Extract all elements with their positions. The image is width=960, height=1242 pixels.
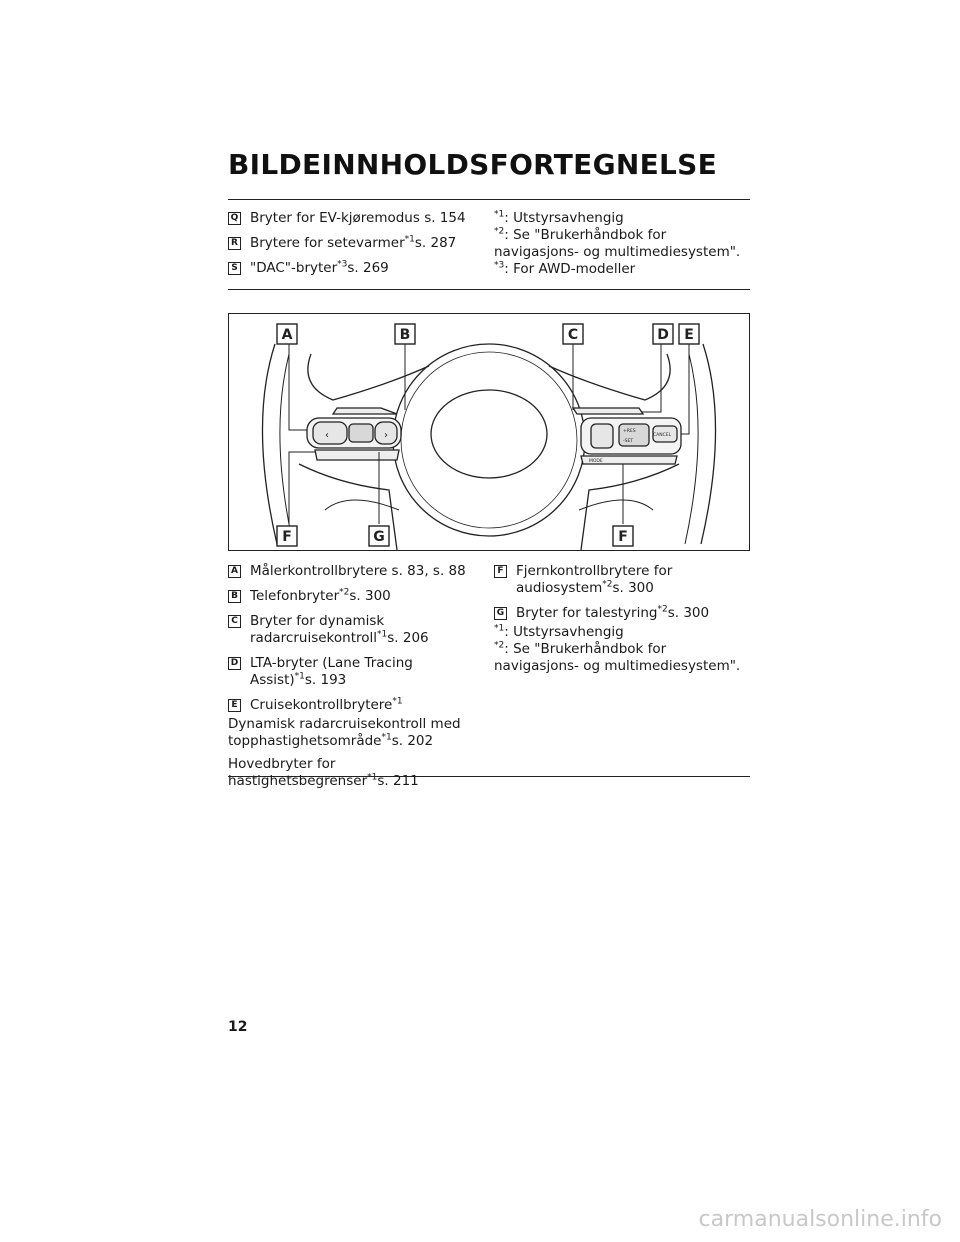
entry-text: Cruisekontrollbrytere$^{*1}$ [250,696,403,713]
set-label: -SET [623,439,634,444]
page-title: BILDEINNHOLDSFORTEGNELSE [228,148,718,181]
sub-entry: Hovedbryter for hastighetsbegrenser$^{*1}$s. 211 [228,756,419,789]
bottom-left-list [228,563,478,796]
key-badge: G [494,607,507,620]
list-item [228,210,478,227]
key-badge: B [228,590,241,603]
list-item [228,588,478,605]
entry-text: LTA-bryter (Lane Tracing Assist)$^{*1}$s. 193 [250,655,413,688]
key-badge: S [228,262,241,275]
callout-a: A [281,327,293,343]
footnote: $^{*2}$: Se "Brukerhåndbok for navigasjons- og multimediesystem". [494,226,741,260]
callout-f-right: F [618,529,628,545]
divider [228,289,750,290]
entry-text: Bryter for talestyring$^{*2}$s. 300 [516,604,710,621]
list-item [228,260,478,277]
entry-text: Bryter for dynamisk radarcruisekontroll$^{*1}$s. 206 [250,613,429,646]
entry-text: Målerkontrollbrytere s. 83, s. 88 [250,563,466,579]
top-left-list [228,210,478,285]
entry-text: "DAC"-bryter$^{*3}$s. 269 [250,259,389,276]
callout-e: E [684,327,694,343]
key-badge: R [228,237,241,250]
key-badge: D [228,657,241,670]
list-item [228,235,478,252]
steering-wheel-illustration [229,314,749,550]
footnote: $^{*1}$: Utstyrsavhengig [494,623,624,640]
sub-entry: Dynamisk radarcruisekontroll med topphastighetsområde$^{*1}$s. 202 [228,716,461,749]
list-item [228,655,478,689]
footnote: $^{*3}$: For AWD-modeller [494,260,636,277]
list-item [228,563,478,580]
bottom-right-list [494,563,744,675]
list-item [494,605,744,622]
key-badge: F [494,565,507,578]
key-badge: Q [228,212,241,225]
footnote: $^{*1}$: Utstyrsavhengig [494,209,624,226]
entry-text: Brytere for setevarmer$^{*1}$s. 287 [250,234,457,251]
divider [228,199,750,200]
key-badge: E [228,699,241,712]
key-badge: A [228,565,241,578]
svg-text:›: › [384,430,388,441]
steering-wheel-figure [228,313,750,551]
entry-text: Telefonbryter$^{*2}$s. 300 [250,587,391,604]
key-badge: C [228,615,241,628]
callout-g: G [373,529,385,545]
footnote: $^{*2}$: Se "Brukerhåndbok for navigasjons- og multimediesystem". [494,640,741,674]
res-label: +RES [623,429,636,434]
entry-text: Bryter for EV-kjøremodus s. 154 [250,210,466,226]
svg-text:‹: ‹ [325,430,329,441]
entry-text: Fjernkontrollbrytere for audiosystem$^{*2}$s. 300 [516,563,673,596]
callout-d: D [657,327,669,343]
cancel-label: CANCEL [653,433,672,438]
list-item [228,697,478,714]
callout-f-left: F [282,529,292,545]
list-item [228,613,478,647]
mode-label: MODE [589,459,603,464]
list-item [494,563,744,597]
divider [228,776,750,777]
top-right-footnotes [494,210,744,278]
watermark: carmanualsonline.info [698,1207,942,1232]
callout-b: B [399,327,411,343]
page-number: 12 [228,1019,248,1035]
callout-c: C [567,327,579,343]
